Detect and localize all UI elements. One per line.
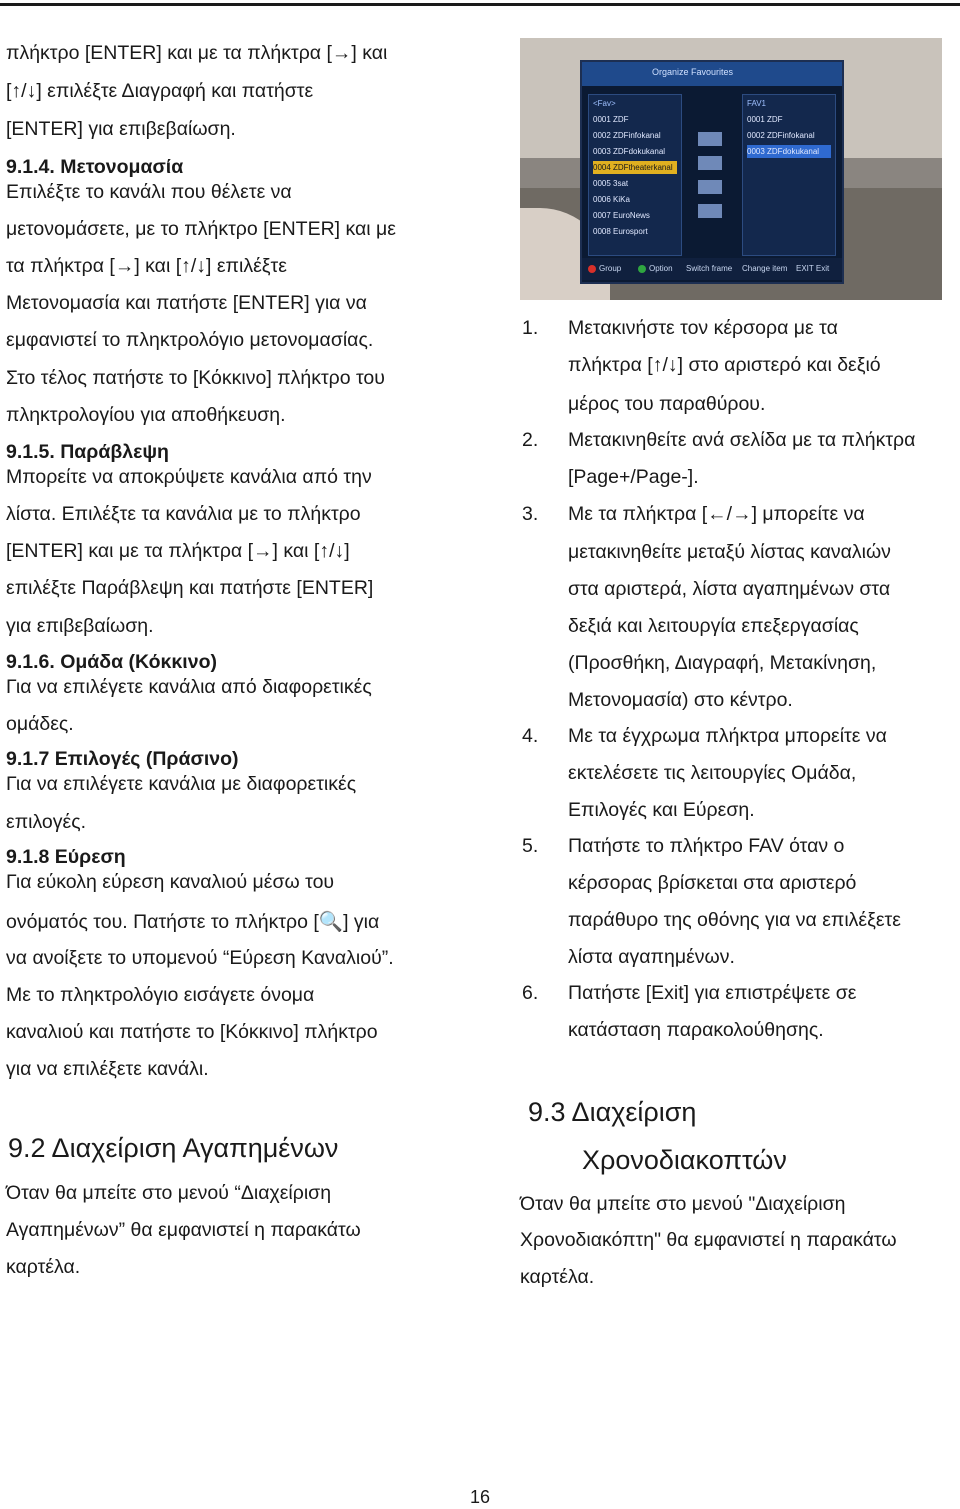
option-hint: Option [638, 264, 673, 273]
list-text: Πατήστε το πλήκτρο FAV όταν ο [568, 835, 845, 857]
list-text: Με τα πλήκτρα [←/→] μπορείτε να [568, 503, 865, 525]
list-text: Επιλογές και Εύρεση. [568, 799, 755, 821]
favourites-screen-photo [520, 38, 942, 300]
subsection-heading: 9.1.8 Εύρεση [6, 846, 126, 868]
list-item: 0002 ZDFinfokanal [593, 131, 661, 140]
text-line: λίστα. Επιλέξτε τα κανάλια με το πλήκτρο [6, 503, 361, 525]
text-line: Όταν θα μπείτε στο μενού “Διαχείριση [6, 1182, 332, 1204]
list-text: λίστα αγαπημένων. [568, 946, 735, 968]
list-text: μέρος του παραθύρου. [568, 393, 766, 415]
subsection-heading: 9.1.6. Ομάδα (Κόκκινο) [6, 651, 217, 673]
list-item: 0001 ZDF [593, 115, 629, 124]
exit-hint: EXIT Exit [796, 264, 830, 273]
subsection-heading: 9.1.4. Μετονομασία [6, 156, 184, 178]
text-line: μετονομάσετε, με το πλήκτρο [ENTER] και με [6, 218, 396, 240]
list-text: (Προσθήκη, Διαγραφή, Μετακίνηση, [568, 652, 877, 674]
list-text: εκτελέσετε τις λειτουργίες Ομάδα, [568, 762, 857, 784]
list-text: Μετακινήστε τον κέρσορα με τα [568, 317, 838, 339]
text-line: Για εύκολη εύρεση καναλιού μέσω του [6, 871, 335, 893]
text-line: Αγαπημένων” θα εμφανιστεί η παρακάτω [6, 1219, 361, 1241]
list-number: 1. [522, 317, 539, 339]
text-line: ομάδες. [6, 713, 74, 735]
list-item: 0003 ZDFdokukanal [593, 147, 666, 156]
list-number: 5. [522, 835, 539, 857]
list-text: παράθυρο της οθόνης για να επιλέξετε [568, 909, 901, 931]
text-line: Για να επιλέγετε κανάλια από διαφορετικές [6, 676, 372, 698]
text-line: Μπορείτε να αποκρύψετε κανάλια από την [6, 466, 372, 488]
text-line: Χρονοδιακόπτη" θα εμφανιστεί η παρακάτω [520, 1229, 897, 1251]
channel-list-pane [588, 94, 682, 256]
list-text: πλήκτρα [↑/↓] στο αριστερό και δεξιό [568, 354, 881, 376]
text-line: καναλιού και πατήστε το [Κόκκινο] πλήκτρο [6, 1021, 378, 1043]
tv-screen [580, 60, 844, 284]
text-line: [ENTER] για επιβεβαίωση. [6, 118, 236, 140]
list-number: 2. [522, 429, 539, 451]
screen-title: Organize Favourites [652, 67, 734, 77]
list-text: κέρσορας βρίσκεται στα αριστερό [568, 872, 857, 894]
text-line: Όταν θα μπείτε στο μενού "Διαχείριση [520, 1193, 846, 1215]
pane-header: FAV1 [747, 99, 766, 108]
red-key-icon [588, 265, 596, 273]
list-text: κατάσταση παρακολούθησης. [568, 1019, 824, 1041]
text-line: [ENTER] και με τα πλήκτρα [→] και [↑/↓] [6, 540, 350, 562]
subsection-heading: 9.1.7 Επιλογές (Πράσινο) [6, 748, 239, 770]
text-line: εμφανιστεί το πληκτρολόγιο μετονομασίας. [6, 329, 374, 351]
section-heading-continued: Χρονοδιακοπτών [582, 1145, 787, 1175]
text-line: ονόματός του. Πατήστε το πλήκτρο [🔍] για [6, 911, 380, 933]
list-item-selected: 0004 ZDFtheaterkanal [593, 161, 677, 174]
pane-header: <Fav> [593, 99, 616, 108]
text-line: Για να επιλέγετε κανάλια με διαφορετικές [6, 773, 357, 795]
list-text: μετακινηθείτε μεταξύ λίστας καναλιών [568, 541, 891, 563]
page-number: 16 [470, 1487, 491, 1507]
text-line: επιλέξτε Παράβλεψη και πατήστε [ENTER] [6, 577, 374, 599]
screen-button-bar [582, 258, 842, 280]
text-line: για να επιλέξετε κανάλι. [6, 1058, 209, 1080]
favourites-list-pane [742, 94, 836, 256]
text-line: Μετονομασία και πατήστε [ENTER] για να [6, 292, 367, 314]
text-line: [↑/↓] επιλέξτε Διαγραφή και πατήστε [6, 80, 314, 102]
list-item: 0007 EuroNews [593, 211, 650, 220]
list-item: 0008 Eurosport [593, 227, 648, 236]
group-hint: Group [588, 264, 621, 273]
green-key-icon [638, 265, 646, 273]
list-text: Με τα έγχρωμα πλήκτρα μπορείτε να [568, 725, 887, 747]
list-text: στα αριστερά, λίστα αγαπημένων στα [568, 578, 891, 600]
text-line: πληκτρολογίου για αποθήκευση. [6, 404, 286, 426]
subsection-heading: 9.1.5. Παράβλεψη [6, 441, 169, 463]
list-text: Πατήστε [Exit] για επιστρέψετε σε [568, 982, 857, 1004]
list-text: δεξιά και λειτουργία επεξεργασίας [568, 615, 859, 637]
text-line: Με το πληκτρολόγιο εισάγετε όνομα [6, 984, 315, 1006]
text-line: να ανοίξετε το υπομενού “Εύρεση Καναλιού”. [6, 947, 394, 969]
text-line: τα πλήκτρα [→] και [↑/↓] επιλέξτε [6, 255, 287, 277]
list-number: 4. [522, 725, 539, 747]
text-line: πλήκτρο [ENTER] και με τα πλήκτρα [→] και [6, 42, 388, 64]
text-line: καρτέλα. [6, 1256, 81, 1278]
section-heading: 9.2 Διαχείριση Αγαπημένων [8, 1133, 339, 1163]
list-item: 0005 3sat [593, 179, 629, 188]
text-line: Στο τέλος πατήστε το [Κόκκινο] πλήκτρο του [6, 367, 385, 389]
list-item-selected: 0003 ZDFdokukanal [747, 145, 831, 158]
list-text: [Page+/Page-]. [568, 466, 699, 488]
list-number: 6. [522, 982, 539, 1004]
edit-arrows [690, 122, 730, 232]
list-item: 0002 ZDFinfokanal [747, 131, 815, 140]
text-line: καρτέλα. [520, 1266, 595, 1288]
screen-title-bar [582, 62, 842, 86]
change-hint: Change item [742, 264, 788, 273]
list-text: Μετονομασία) στο κέντρο. [568, 689, 793, 711]
list-text: Μετακινηθείτε ανά σελίδα με τα πλήκτρα [568, 429, 916, 451]
section-heading: 9.3 Διαχείριση [528, 1097, 697, 1127]
text-line: επιλογές. [6, 811, 87, 833]
list-item: 0006 KiKa [593, 195, 630, 204]
list-item: 0001 ZDF [747, 115, 783, 124]
text-line: για επιβεβαίωση. [6, 615, 154, 637]
text-line: Επιλέξτε το κανάλι που θέλετε να [6, 181, 292, 203]
switch-hint: Switch frame [686, 264, 733, 273]
list-number: 3. [522, 503, 539, 525]
top-rule [0, 3, 960, 6]
